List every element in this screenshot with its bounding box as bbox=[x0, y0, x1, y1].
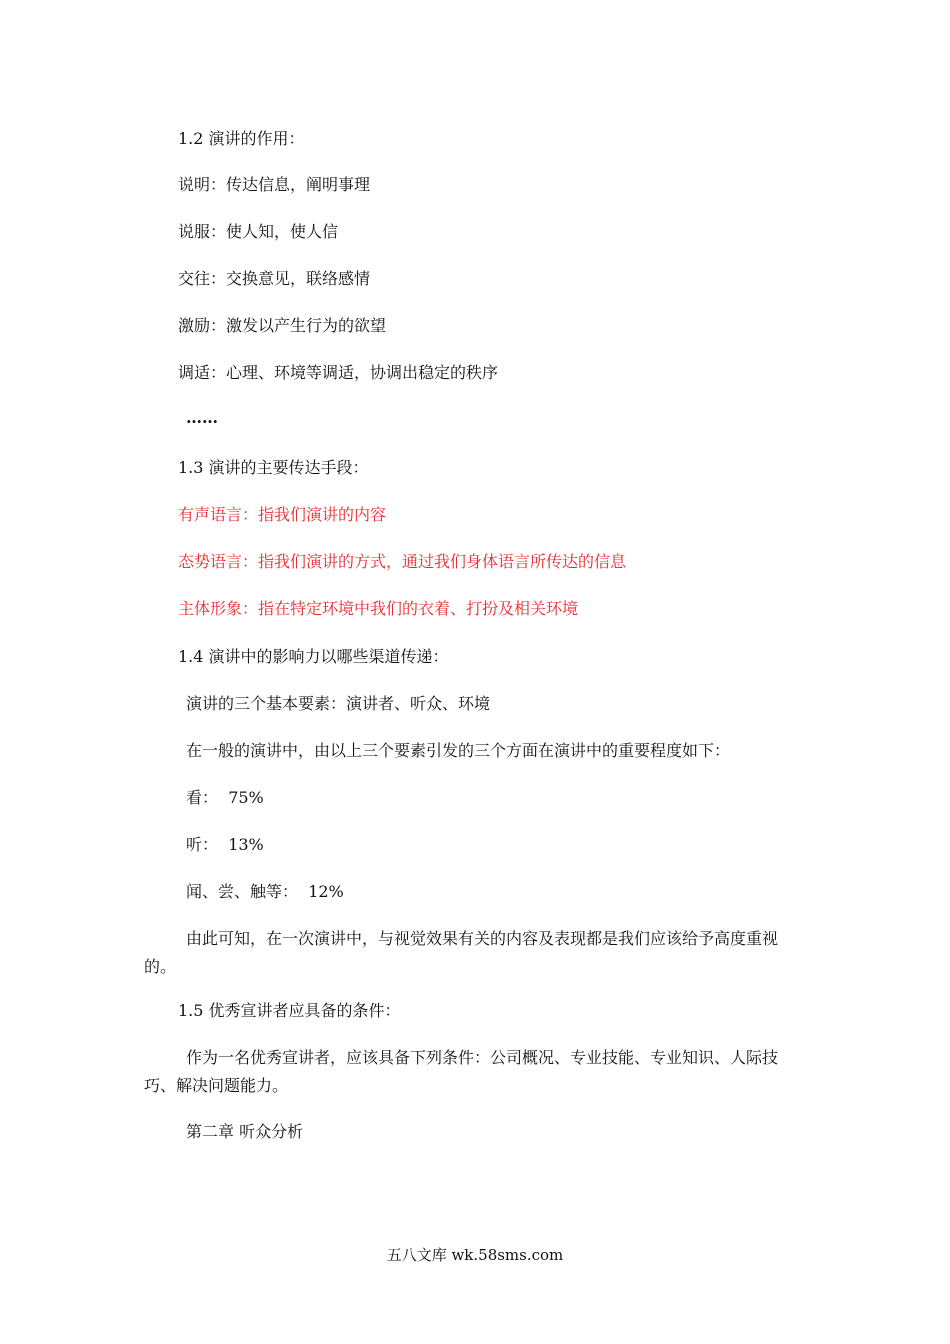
list-item: 激励：激发以产生行为的欲望 bbox=[178, 316, 387, 335]
list-item: 说明：传达信息，阐明事理 bbox=[178, 175, 371, 194]
channel-row bbox=[186, 835, 264, 855]
channel-row bbox=[186, 788, 264, 808]
channel-label: 听： bbox=[186, 835, 219, 854]
channel-value: 75% bbox=[228, 788, 264, 807]
elements-text: 演讲的三个基本要素：演讲者、听众、环境 bbox=[186, 694, 491, 713]
channel-row bbox=[186, 882, 344, 902]
footer-watermark: 五八文库 wk.58sms.com bbox=[386, 1246, 564, 1264]
list-item: 交往：交换意见，联络感情 bbox=[178, 269, 371, 288]
section-heading-1-4: 1.4 演讲中的影响力以哪些渠道传递： bbox=[178, 647, 449, 666]
list-item: 主体形象：指在特定环境中我们的衣着、打扮及相关环境 bbox=[178, 599, 579, 618]
list-item: 调适：心理、环境等调适，协调出稳定的秩序 bbox=[178, 363, 499, 382]
list-item: 态势语言：指我们演讲的方式，通过我们身体语言所传达的信息 bbox=[178, 552, 627, 571]
chapter-title: 第二章 听众分析 bbox=[186, 1122, 304, 1141]
ellipsis: …… bbox=[186, 408, 218, 427]
channel-value: 12% bbox=[308, 882, 344, 901]
conclusion-paragraph: 由此可知，在一次演讲中，与视觉效果有关的内容及表现都是我们应该给予高度重视的。 bbox=[144, 929, 779, 976]
list-item: 有声语言：指我们演讲的内容 bbox=[178, 505, 387, 524]
section-heading-1-3: 1.3 演讲的主要传达手段： bbox=[178, 458, 369, 477]
intro-text: 在一般的演讲中，由以上三个要素引发的三个方面在演讲中的重要程度如下： bbox=[186, 741, 731, 760]
section-heading-1-5: 1.5 优秀宣讲者应具备的条件： bbox=[178, 1001, 401, 1020]
list-item: 说服：使人知，使人信 bbox=[178, 222, 339, 241]
channel-label: 闻、尝、触等： bbox=[186, 882, 299, 901]
channel-value: 13% bbox=[228, 835, 264, 854]
conditions-paragraph: 作为一名优秀宣讲者，应该具备下列条件：公司概况、专业技能、专业知识、人际技巧、解决问题能力。 bbox=[144, 1048, 779, 1095]
channel-label: 看： bbox=[186, 788, 219, 807]
section-heading-1-2: 1.2 演讲的作用： bbox=[178, 129, 305, 148]
